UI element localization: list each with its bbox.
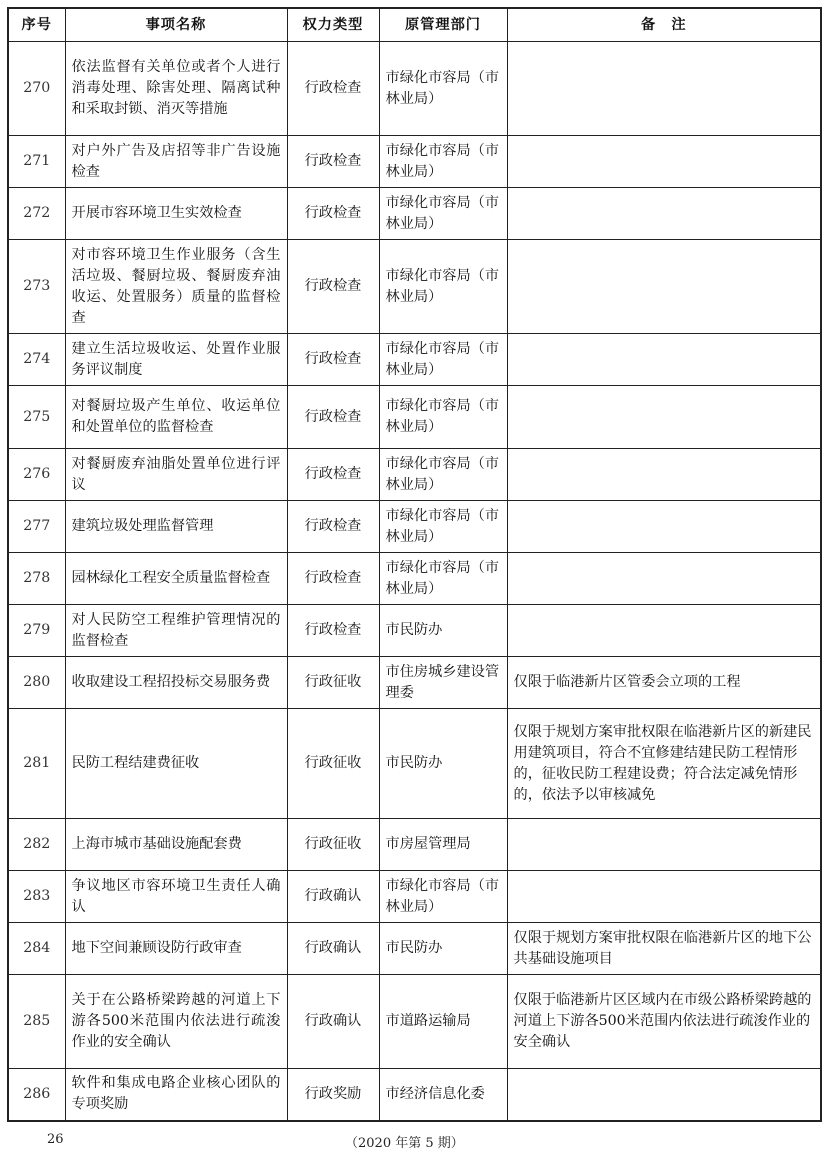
row-remarks: 仅限于规划方案审批权限在临港新片区的新建民用建筑项目，符合不宜修建结建民防工程情形的，征收民防工程建设费；符合法定减免情形的，依法予以审核减免 [507,709,821,819]
table-row [8,449,821,501]
row-serial: 285 [8,975,65,1069]
row-department: 市绿化市容局（市林业局） [379,449,507,501]
row-remarks [507,605,821,657]
header-power-type: 权力类型 [287,8,379,42]
row-serial: 276 [8,449,65,501]
row-item-name: 建立生活垃圾收运、处置作业服务评议制度 [65,334,287,386]
header-serial: 序号 [8,8,65,42]
row-department: 市绿化市容局（市林业局） [379,188,507,240]
row-power-type: 行政检查 [287,386,379,449]
header-department: 原管理部门 [379,8,507,42]
row-department: 市经济信息化委 [379,1069,507,1121]
row-serial: 282 [8,819,65,871]
row-power-type: 行政检查 [287,553,379,605]
row-item-name: 软件和集成电路企业核心团队的专项奖励 [65,1069,287,1121]
row-power-type: 行政确认 [287,975,379,1069]
row-serial: 272 [8,188,65,240]
table-row [8,553,821,605]
table-row [8,136,821,188]
row-power-type: 行政奖励 [287,1069,379,1121]
row-power-type: 行政检查 [287,334,379,386]
row-department: 市绿化市容局（市林业局） [379,42,507,136]
row-item-name: 地下空间兼顾设防行政审查 [65,923,287,975]
row-item-name: 对人民防空工程维护管理情况的监督检查 [65,605,287,657]
row-power-type: 行政检查 [287,42,379,136]
table-row [8,188,821,240]
row-power-type: 行政征收 [287,657,379,709]
row-item-name: 依法监督有关单位或者个人进行消毒处理、除害处理、隔离试种和采取封锁、消灭等措施 [65,42,287,136]
row-department: 市民防办 [379,605,507,657]
row-remarks [507,1069,821,1121]
row-remarks [507,42,821,136]
power-list-table [7,7,822,1122]
page-number: 26 [47,1132,64,1147]
row-item-name: 民防工程结建费征收 [65,709,287,819]
row-item-name: 收取建设工程招投标交易服务费 [65,657,287,709]
header-remarks: 备 注 [507,8,821,42]
row-department: 市绿化市容局（市林业局） [379,386,507,449]
row-power-type: 行政检查 [287,501,379,553]
row-item-name: 开展市容环境卫生实效检查 [65,188,287,240]
row-serial: 275 [8,386,65,449]
row-serial: 284 [8,923,65,975]
table-row [8,386,821,449]
table-row [8,657,821,709]
row-department: 市绿化市容局（市林业局） [379,136,507,188]
row-serial: 274 [8,334,65,386]
row-department: 市绿化市容局（市林业局） [379,240,507,334]
row-remarks [507,334,821,386]
row-remarks: 仅限于临港新片区区域内在市级公路桥梁跨越的河道上下游各500米范围内依法进行疏浚作业的安全确认 [507,975,821,1069]
row-item-name: 园林绿化工程安全质量监督检查 [65,553,287,605]
row-department: 市民防办 [379,709,507,819]
row-serial: 280 [8,657,65,709]
row-power-type: 行政检查 [287,605,379,657]
row-remarks [507,386,821,449]
row-item-name: 对户外广告及店招等非广告设施检查 [65,136,287,188]
row-department: 市民防办 [379,923,507,975]
table-row [8,42,821,136]
row-remarks [507,501,821,553]
row-item-name: 建筑垃圾处理监督管理 [65,501,287,553]
row-remarks [507,449,821,501]
row-remarks [507,819,821,871]
row-department: 市绿化市容局（市林业局） [379,553,507,605]
row-remarks [507,871,821,923]
row-remarks: 仅限于规划方案审批权限在临港新片区的地下公共基础设施项目 [507,923,821,975]
row-department: 市绿化市容局（市林业局） [379,334,507,386]
row-serial: 281 [8,709,65,819]
row-power-type: 行政确认 [287,923,379,975]
row-department: 市住房城乡建设管理委 [379,657,507,709]
row-item-name: 对餐厨垃圾产生单位、收运单位和处置单位的监督检查 [65,386,287,449]
row-serial: 277 [8,501,65,553]
row-remarks [507,188,821,240]
table-row [8,819,821,871]
row-serial: 271 [8,136,65,188]
row-item-name: 上海市城市基础设施配套费 [65,819,287,871]
row-serial: 278 [8,553,65,605]
row-power-type: 行政检查 [287,449,379,501]
row-power-type: 行政检查 [287,136,379,188]
row-power-type: 行政征收 [287,709,379,819]
row-item-name: 争议地区市容环境卫生责任人确认 [65,871,287,923]
table-row [8,975,821,1069]
row-department: 市道路运输局 [379,975,507,1069]
row-department: 市绿化市容局（市林业局） [379,871,507,923]
table-header-row [8,8,821,42]
table-row [8,923,821,975]
header-item-name: 事项名称 [65,8,287,42]
row-serial: 283 [8,871,65,923]
table-row [8,871,821,923]
row-serial: 273 [8,240,65,334]
row-remarks [507,136,821,188]
row-remarks: 仅限于临港新片区管委会立项的工程 [507,657,821,709]
table-row [8,334,821,386]
row-serial: 270 [8,42,65,136]
row-remarks [507,553,821,605]
issue-label: （2020 年第 5 期） [345,1136,464,1151]
row-power-type: 行政确认 [287,871,379,923]
row-item-name: 对市容环境卫生作业服务（含生活垃圾、餐厨垃圾、餐厨废弃油收运、处置服务）质量的监督检查 [65,240,287,334]
row-power-type: 行政检查 [287,188,379,240]
row-item-name: 关于在公路桥梁跨越的河道上下游各500米范围内依法进行疏浚作业的安全确认 [65,975,287,1069]
table-row [8,605,821,657]
table-row [8,240,821,334]
row-power-type: 行政检查 [287,240,379,334]
row-item-name: 对餐厨废弃油脂处置单位进行评议 [65,449,287,501]
row-serial: 279 [8,605,65,657]
row-department: 市房屋管理局 [379,819,507,871]
table-row [8,501,821,553]
row-serial: 286 [8,1069,65,1121]
row-power-type: 行政征收 [287,819,379,871]
table-row [8,709,821,819]
row-department: 市绿化市容局（市林业局） [379,501,507,553]
row-remarks [507,240,821,334]
table-row [8,1069,821,1121]
